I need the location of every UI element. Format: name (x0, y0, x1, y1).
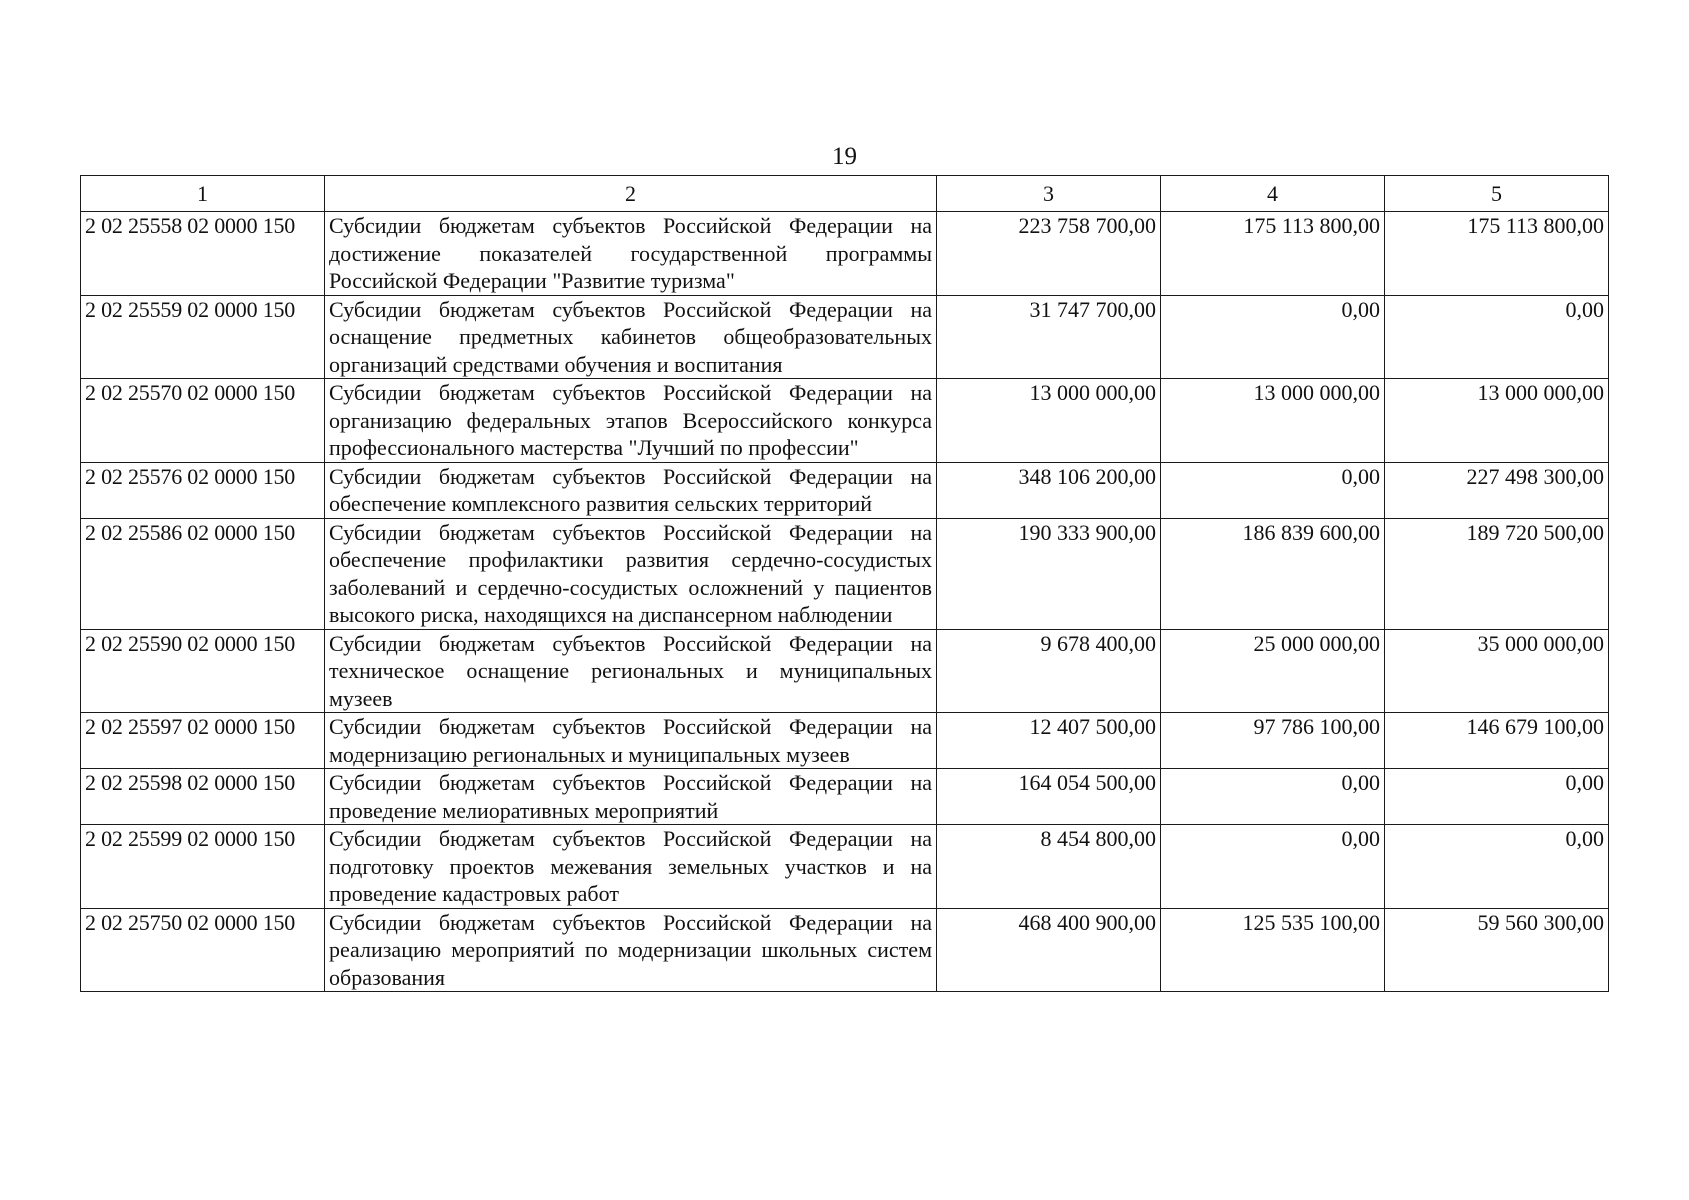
amount-col5-cell: 59 560 300,00 (1385, 908, 1609, 992)
page-number: 19 (832, 143, 857, 170)
table-row (81, 518, 1609, 629)
amount-col4-cell: 13 000 000,00 (1161, 379, 1385, 463)
budget-code-cell: 2 02 25597 02 0000 150 (81, 713, 325, 769)
description-cell: Субсидии бюджетам субъектов Российской Федерации на модернизацию региональных и муниципальных музеев (325, 713, 937, 769)
amount-col3-cell: 12 407 500,00 (937, 713, 1161, 769)
budget-code-cell: 2 02 25576 02 0000 150 (81, 462, 325, 518)
table-row (81, 769, 1609, 825)
header-row (81, 176, 1609, 212)
amount-col5-cell: 175 113 800,00 (1385, 212, 1609, 296)
description-cell: Субсидии бюджетам субъектов Российской Федерации на обеспечение профилактики развития сердечно-сосудистых заболеваний и сердечно-сосудистых осложнений у пациентов высокого риска, находящихся на диспансерном наблюдении (325, 518, 937, 629)
description-cell: Субсидии бюджетам субъектов Российской Федерации на подготовку проектов межевания земельных участков и на проведение кадастровых работ (325, 825, 937, 909)
amount-col3-cell: 190 333 900,00 (937, 518, 1161, 629)
amount-col4-cell: 186 839 600,00 (1161, 518, 1385, 629)
column-header-1: 1 (81, 176, 325, 212)
budget-code-cell: 2 02 25750 02 0000 150 (81, 908, 325, 992)
amount-col4-cell: 125 535 100,00 (1161, 908, 1385, 992)
amount-col3-cell: 13 000 000,00 (937, 379, 1161, 463)
amount-col3-cell: 9 678 400,00 (937, 629, 1161, 713)
amount-col4-cell: 0,00 (1161, 769, 1385, 825)
amount-col3-cell: 164 054 500,00 (937, 769, 1161, 825)
amount-col3-cell: 8 454 800,00 (937, 825, 1161, 909)
description-cell: Субсидии бюджетам субъектов Российской Федерации на обеспечение комплексного развития сельских территорий (325, 462, 937, 518)
amount-col3-cell: 31 747 700,00 (937, 295, 1161, 379)
table-row (81, 908, 1609, 992)
amount-col5-cell: 227 498 300,00 (1385, 462, 1609, 518)
table-header (81, 176, 1609, 212)
amount-col5-cell: 189 720 500,00 (1385, 518, 1609, 629)
amount-col3-cell: 468 400 900,00 (937, 908, 1161, 992)
table-row (81, 713, 1609, 769)
description-cell: Субсидии бюджетам субъектов Российской Федерации на организацию федеральных этапов Всероссийского конкурса профессионального мастерства "Лучший по профессии" (325, 379, 937, 463)
column-header-3: 3 (937, 176, 1161, 212)
description-cell: Субсидии бюджетам субъектов Российской Федерации на реализацию мероприятий по модернизации школьных систем образования (325, 908, 937, 992)
amount-col5-cell: 0,00 (1385, 295, 1609, 379)
budget-code-cell: 2 02 25598 02 0000 150 (81, 769, 325, 825)
amount-col5-cell: 146 679 100,00 (1385, 713, 1609, 769)
description-cell: Субсидии бюджетам субъектов Российской Федерации на техническое оснащение региональных и муниципальных музеев (325, 629, 937, 713)
amount-col4-cell: 0,00 (1161, 462, 1385, 518)
table-body (81, 212, 1609, 992)
amount-col4-cell: 97 786 100,00 (1161, 713, 1385, 769)
table-row (81, 295, 1609, 379)
amount-col5-cell: 0,00 (1385, 825, 1609, 909)
budget-code-cell: 2 02 25586 02 0000 150 (81, 518, 325, 629)
description-cell: Субсидии бюджетам субъектов Российской Федерации на оснащение предметных кабинетов общеобразовательных организаций средствами обучения и воспитания (325, 295, 937, 379)
column-header-5: 5 (1385, 176, 1609, 212)
table-row (81, 629, 1609, 713)
budget-table (80, 175, 1609, 992)
amount-col4-cell: 0,00 (1161, 295, 1385, 379)
table-row (81, 379, 1609, 463)
amount-col5-cell: 0,00 (1385, 769, 1609, 825)
amount-col4-cell: 25 000 000,00 (1161, 629, 1385, 713)
amount-col3-cell: 348 106 200,00 (937, 462, 1161, 518)
description-cell: Субсидии бюджетам субъектов Российской Федерации на достижение показателей государственной программы Российской Федерации "Развитие туризма" (325, 212, 937, 296)
column-header-4: 4 (1161, 176, 1385, 212)
budget-code-cell: 2 02 25559 02 0000 150 (81, 295, 325, 379)
amount-col4-cell: 0,00 (1161, 825, 1385, 909)
budget-code-cell: 2 02 25558 02 0000 150 (81, 212, 325, 296)
table-row (81, 212, 1609, 296)
budget-code-cell: 2 02 25599 02 0000 150 (81, 825, 325, 909)
amount-col3-cell: 223 758 700,00 (937, 212, 1161, 296)
amount-col4-cell: 175 113 800,00 (1161, 212, 1385, 296)
description-cell: Субсидии бюджетам субъектов Российской Федерации на проведение мелиоративных мероприятий (325, 769, 937, 825)
amount-col5-cell: 35 000 000,00 (1385, 629, 1609, 713)
budget-code-cell: 2 02 25570 02 0000 150 (81, 379, 325, 463)
amount-col5-cell: 13 000 000,00 (1385, 379, 1609, 463)
table-row (81, 462, 1609, 518)
budget-code-cell: 2 02 25590 02 0000 150 (81, 629, 325, 713)
column-header-2: 2 (325, 176, 937, 212)
table-row (81, 825, 1609, 909)
